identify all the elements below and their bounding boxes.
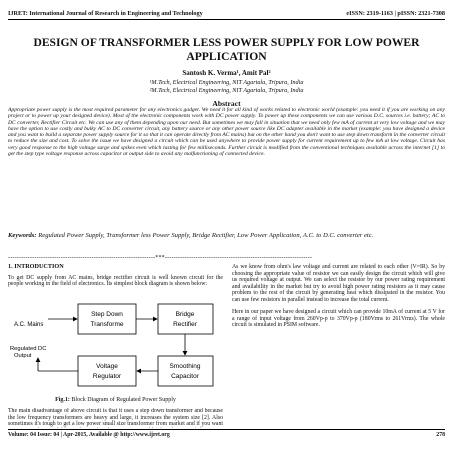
issn: eISSN: 2319-1163 | pISSN: 2321-7308 xyxy=(346,10,445,17)
section-separator: -------------------------------------------------------------------***------------------------------------------------------------------- xyxy=(8,255,313,261)
page-footer xyxy=(8,432,445,438)
transformer-block xyxy=(78,304,136,334)
svg-text:Capacitor: Capacitor xyxy=(171,373,199,380)
figure-caption xyxy=(8,397,223,403)
page-number: 278 xyxy=(436,432,445,438)
authors: Santosh K. Verma¹, Amit Pal² xyxy=(182,69,271,77)
intro-column-top xyxy=(8,264,223,288)
svg-text:Voltage: Voltage xyxy=(96,363,118,370)
keywords-label: Keywords: xyxy=(8,232,37,239)
abstract-text: Appropriate power supply is the most required parameter for any electronics gadget. We need it for all kind of works related to electronic world (example: you need it if you are working on any project or to power up your designed device). Most of the electronic components work with DC power supply. To power up these components we can use various D.C. sources i.e. battery; AC to DC converter, Rectifier Circuit etc. We can use any of them depending upon our need. But sometimes we may fall in situation that we need only few mA of current at very low voltage and we may have the option to use costly and bulky AC to DC converter circuit, any battery source or any other power source like DC adapter available in the market (example: you have designed a device and you want to build a separate power supply source for it so that it can operate directly from AC mains) but on the other hand you don't want to use step down transform in the converter circuit to reduce the size and cost. To solve the issue we have designed a circuit which can be used anywhere to provide power supply for current requirement up to few mA at low voltage. Circuit has very good response to the high voltage surge and spikes even which lasting for few milliseconds. Further circuit is modified from the conventional techniques available across the internet [1] to get the step type voltage response across capacitor at output side to avoid any malfunctioning of connected device. xyxy=(8,107,445,158)
right-paragraph-1: As we know from ohm's law voltage and current are related to each other (V=IR). So by choosing the appropriate value of resistor we can easily design the circuit which will give us required voltage at output. We can select the resistor by our power rating requirement and availability in the market but try to avoid high power rating resistors as it may cause problem to the rest of the circuit by generating heat which dissipated in the resistor. You can use few resistors in parallel instead to increase the total current. xyxy=(232,264,445,303)
affiliation-1: ¹M.Tech, Electrical Engineering, NIT Agartala, Tripura, India xyxy=(149,79,304,86)
dc-output-label: Regulated DC xyxy=(10,346,47,352)
svg-text:Smoothing: Smoothing xyxy=(169,363,201,370)
journal-header xyxy=(8,10,445,17)
svg-text:Rectifier: Rectifier xyxy=(173,321,197,328)
footer-rule xyxy=(8,429,445,430)
ac-mains-label: A.C. Mains xyxy=(14,322,44,328)
journal-name: IJRET: International Journal of Research in Engineering and Technology xyxy=(8,10,203,17)
svg-text:Bridge: Bridge xyxy=(175,311,195,318)
rectifier-block xyxy=(158,304,213,334)
paper-title: DESIGN OF TRANSFORMER LESS POWER SUPPLY FOR LOW POWER APPLICATION xyxy=(33,36,420,63)
right-column xyxy=(232,264,445,329)
header-rule xyxy=(8,19,445,20)
capacitor-block xyxy=(158,356,213,386)
affiliation-2: ²M.Tech, Electrical Engineering, NIT Agartala, Tripura, India xyxy=(149,87,304,94)
block-diagram xyxy=(8,300,223,395)
svg-text:Step Down: Step Down xyxy=(91,311,123,318)
caption-label: Fig.1: xyxy=(55,397,70,403)
abstract-title: Abstract xyxy=(212,99,241,108)
right-paragraph-2: Here in our paper we have designed a circuit which can provide 10mA of current at 5 V for a range of input voltage from 260Vp-p to 370Vp-p (180Vrms to 261Vrms). The whole circuit is simulated in PSIM software. xyxy=(232,309,445,328)
regulator-block xyxy=(78,356,136,386)
svg-text:Regulator: Regulator xyxy=(92,373,122,380)
svg-text:Transforme: Transforme xyxy=(90,321,124,328)
svg-text:Output: Output xyxy=(14,353,32,359)
intro-heading: 1. INTRODUCTION xyxy=(8,263,64,270)
keywords-text: Regulated Power Supply, Transformer less Power Supply, Bridge Rectifier, Low Power Application, A.C. to D.C. converter etc. xyxy=(38,232,374,239)
footer-volume[interactable]: Volume: 04 Issue: 04 | Apr-2015, Available @ http://www.ijret.org xyxy=(8,432,170,438)
intro-paragraph-1: To get DC supply from AC mains, bridge rectifier circuit is well known circuit for the people working in the field of electronics. Its simplest block diagram is shown below: xyxy=(8,274,223,287)
intro-paragraph-2: The main disadvantage of above circuit is that it uses a step down transformer and because the low frequency transformers are heavy and large, it increases the system size [2]. Also sometimes it's tough to get a low power small size transformer from market and if you want xyxy=(8,408,223,427)
caption-text: Block Diagram of Regulated Power Supply xyxy=(71,397,176,403)
keywords xyxy=(8,231,445,241)
